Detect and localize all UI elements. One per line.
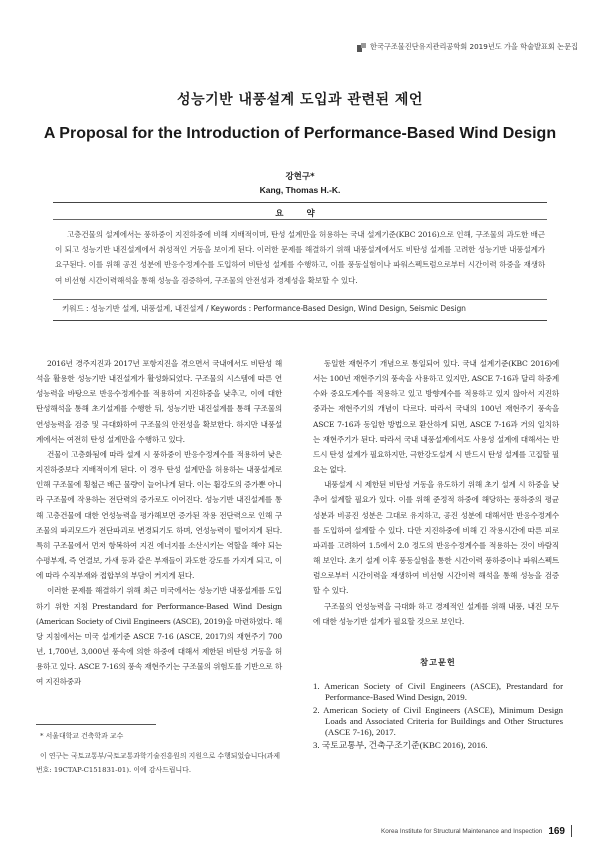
keywords: 키워드 : 성능기반 설계, 내풍설계, 내진설계 / Keywords : Performance-Based Design, Wind Design, Seismic Design	[62, 304, 466, 313]
reference-item: 3. 국토교통부, 건축구조기준(KBC 2016), 2016.	[313, 740, 488, 751]
footnotes	[36, 729, 286, 777]
divider	[53, 320, 547, 321]
reference-item: 2. American Society of Civil Engineers (ASCE), Minimum Design Loads and Associated Criteria for Buildings and Other Structures (ASCE 7-16), 2017.	[313, 705, 563, 738]
running-header	[357, 40, 578, 54]
running-title: 한국구조물진단유지관리공학회 2019년도 가을 학술발표회 논문집	[370, 42, 578, 51]
references-heading: 참고문헌	[420, 657, 456, 667]
divider	[571, 825, 572, 837]
paragraph: 건물이 고층화됨에 따라 설계 시 풍하중이 반응수정계수를 적용하여 낮은 지진하중보다 지배적이게 된다. 이 경우 탄성 설계만을 허용하는 내풍설계로 인해 구조물에 횡철근 배근 물량이 늘어나게 된다. 이는 휨강도의 증가뿐 아니라 구조물에 작용하는 전단력의 증가로도 이어진다. 성능기반 내진설계를 통해 고층건물에 대한 연성능력을 평가해보면 증가된 작용 전단력으로 인해 구조물의 파괴모드가 전단파괴로 변경되기도 하며, 연성능력이 떨어지게 된다. 특히 구조물에서 먼저 항복하여 지진 에너지를 소산시키는 역할을 해야 되는 수평부재, 즉 연결보, 가새 등과 같은 부재들이 과도한 강도를 가지게 되고, 이에 따라 수직부재와 접합부의 부담이 커지게 된다.	[36, 449, 282, 581]
divider	[53, 219, 547, 220]
paragraph: 이러한 문제를 해결하기 위해 최근 미국에서는 성능기반 내풍설계를 도입하기 위한 지침 Prestandard for Performance-Based Wind Design (American Society of Civil Engineers (ASCE), 2019)을 마련하였다. 해당 지침에서는 미국 설계기준 ASCE 7-16 (ASCE, 2017)의 재현주기 700년, 1,700년, 3,000년 풍속에 의한 하중에 대해서 제한된 비탄성 거동을 허용하고 있다. ASCE 7-16의 풍속 재현주기는 구조물의 위험도를 기반으로 하여 지진하중과	[36, 586, 282, 687]
page-footer	[381, 824, 572, 838]
reference-item: 1. American Society of Civil Engineers (ASCE), Prestandard for Performance-Based Wind Design, 2019.	[313, 681, 563, 703]
footnote-affiliation: * 서울대학교 건축학과 교수	[40, 732, 124, 740]
author-english: Kang, Thomas H.-K.	[259, 185, 341, 195]
paragraph: 동일한 재현주기 개념으로 통일되어 있다. 국내 설계기준(KBC 2016)에서는 100년 재현주기의 풍속을 사용하고 있지만, ASCE 7-16과 달리 하중계수와 중요도계수를 적용하고 있고 방향계수를 적용하고 있지 않아서 지진하중과는 재현주기의 개념이 다르다. 따라서 국내의 100년 재현주기 풍속을 ASCE 7-16과 동일한 방법으로 환산하게 되면, ASCE 7-16과 거의 일치하는 재현주기가 된다. 따라서 국내 내풍설계에서도 사용성 설계에 대해서는 반드시 탄성 설계가 필요하지만, 극한강도설계 시 반드시 탄성 설계를 고집할 필요는 없다.	[313, 359, 559, 475]
divider	[53, 202, 547, 203]
divider	[53, 299, 547, 300]
body-column-left	[36, 356, 282, 689]
abstract-text: 고층건물의 설계에서는 풍하중이 지진하중에 비해 지배적이며, 탄성 설계만을 허용하는 국내 설계기준(KBC 2016)으로 인해, 구조물의 과도한 배근이 되고 성능기반 내진설계에서 취성적인 거동을 보이게 된다. 이러한 문제를 해결하기 위해 내풍설계에서도 비탄성 설계를 고려한 성능기반 내풍설계가 요구된다. 이를 위해 공진 성분에 반응수정계수를 도입하여 비탄성 설계를 수행하고, 이를 풍동실험이나 파워스펙트럼으로부터 시간이력 하중을 재생하여 비선형 시간이력해석을 통해 성능을 검증하여, 구조물의 안전성과 경제성을 확보할 수 있다.	[55, 230, 545, 285]
footnote-acknowledgement: 이 연구는 국토교통부/국토교통과학기술진흥원의 지원으로 수행되었습니다(과제번호: 19CTAP-C151831-01). 이에 감사드립니다.	[36, 752, 281, 774]
page-number: 169	[548, 825, 565, 837]
journal-name: Korea Institute for Structural Maintenance and Inspection	[381, 827, 543, 835]
title-english: A Proposal for the Introduction of Performance-Based Wind Design	[43, 125, 557, 142]
footnote-divider	[36, 724, 156, 725]
author-korean: 강현구*	[285, 172, 315, 182]
paragraph: 2016년 경주지진과 2017년 포항지진을 겪으면서 국내에서도 비탄성 해석을 활용한 성능기반 내진설계가 활성화되었다. 구조물의 시스템에 따른 연성능력을 바탕으로 반응수정계수를 적용하여 지진하중을 낮추고, 이에 대한 탄성해석을 통해 초기설계를 수행한 뒤, 성능기반 내진설계를 통해 구조물의 연성능력을 검증 및 극대화하여 구조물의 안전성을 확보한다. 하지만 내풍설계에서는 여전히 탄성 설계만을 수행하고 있다.	[36, 359, 282, 444]
references-list	[313, 681, 563, 754]
paragraph: 구조물의 연성능력을 극대화 하고 경제적인 설계를 위해 내풍, 내진 모두에 대한 성능기반 설계가 필요할 것으로 보인다.	[313, 601, 559, 626]
body-column-right	[313, 356, 559, 629]
title-korean: 성능기반 내풍설계 도입과 관련된 제언	[177, 92, 423, 108]
paragraph: 내풍설계 시 제한된 비탄성 거동을 유도하기 위해 초기 설계 시 하중을 낮추어 설계할 필요가 있다. 이를 위해 준정적 하중에 해당하는 풍하중의 평균 성분과 비공진 성분은 그대로 유지하고, 공진 성분에 대해서만 반응수정계수를 도입하여 설계할 수 있다. 다만 지진하중에 비해 긴 작용시간에 따른 피로파괴를 고려하여 1.5에서 2.0 정도의 반응수정계수를 적용하는 것이 바람직해 보인다. 초기 설계 이후 풍동실험을 통한 시간이력 풍하중이나 파워스펙트럼으로부터 시간이력을 재생하여 비선형 시간이력 해석을 통해 성능을 검증할 수 있다.	[313, 480, 559, 596]
abstract-heading: 요 약	[275, 209, 325, 219]
logo-icon	[357, 43, 366, 52]
